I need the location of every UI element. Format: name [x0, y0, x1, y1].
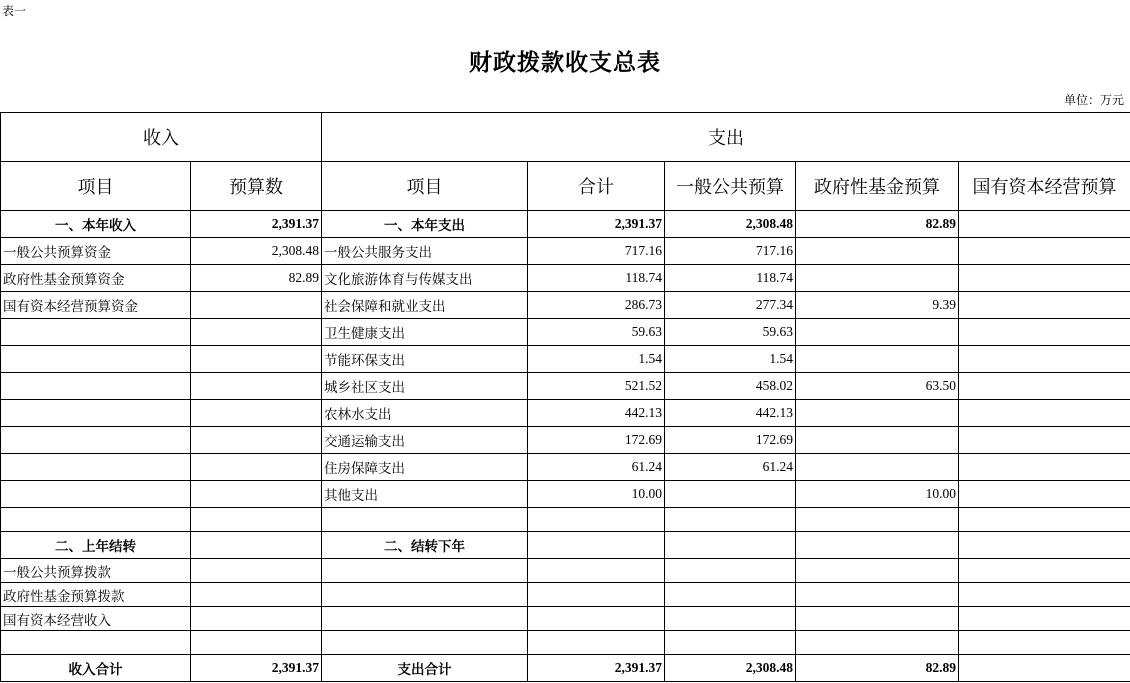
general-cell: 277.34 — [665, 292, 796, 319]
carry-item-cell: 政府性基金预算拨款 — [1, 583, 191, 607]
empty-cell — [665, 532, 796, 559]
table-row — [1, 454, 1130, 481]
empty-cell — [322, 559, 528, 583]
general-cell: 2,308.48 — [665, 211, 796, 238]
empty-cell — [191, 559, 322, 583]
table-row — [1, 346, 1130, 373]
income-header: 收入 — [1, 113, 322, 162]
totals-row — [1, 655, 1130, 682]
table-row — [1, 238, 1130, 265]
empty-cell — [528, 631, 665, 655]
carry-item-cell: 国有资本经营收入 — [1, 607, 191, 631]
expense-item-cell: 一、本年支出 — [322, 211, 528, 238]
income-value-cell — [191, 454, 322, 481]
col-expense-item: 项目 — [322, 162, 528, 211]
income-item-cell: 一、本年收入 — [1, 211, 191, 238]
carry-out-title: 二、结转下年 — [322, 532, 528, 559]
expense-item-cell: 社会保障和就业支出 — [322, 292, 528, 319]
income-item-cell — [1, 400, 191, 427]
total-cell: 442.13 — [528, 400, 665, 427]
col-total: 合计 — [528, 162, 665, 211]
col-general: 一般公共预算 — [665, 162, 796, 211]
income-value-cell — [191, 427, 322, 454]
state-total-cell — [959, 655, 1130, 682]
fund-cell — [796, 238, 959, 265]
page-title: 财政拨款收支总表 — [469, 49, 661, 76]
header-row-top — [1, 113, 1130, 162]
fund-cell: 63.50 — [796, 373, 959, 400]
general-cell: 1.54 — [665, 346, 796, 373]
empty-cell — [959, 583, 1130, 607]
total-cell: 59.63 — [528, 319, 665, 346]
empty-cell — [665, 607, 796, 631]
income-item-cell — [1, 319, 191, 346]
expense-item-cell: 文化旅游体育与传媒支出 — [322, 265, 528, 292]
empty-cell — [322, 607, 528, 631]
income-value-cell: 2,308.48 — [191, 238, 322, 265]
state-cell — [959, 373, 1130, 400]
empty-cell — [665, 631, 796, 655]
general-cell: 172.69 — [665, 427, 796, 454]
income-item-cell: 政府性基金预算资金 — [1, 265, 191, 292]
expense-item-cell: 节能环保支出 — [322, 346, 528, 373]
expense-item-cell: 卫生健康支出 — [322, 319, 528, 346]
empty-cell — [191, 508, 322, 532]
col-income-budget: 预算数 — [191, 162, 322, 211]
table-row — [1, 427, 1130, 454]
fund-cell: 82.89 — [796, 211, 959, 238]
expense-header: 支出 — [322, 113, 1130, 162]
empty-cell — [191, 532, 322, 559]
total-cell: 717.16 — [528, 238, 665, 265]
general-cell: 59.63 — [665, 319, 796, 346]
total-cell: 61.24 — [528, 454, 665, 481]
empty-cell — [528, 508, 665, 532]
spacer-row — [1, 631, 1130, 655]
general-cell — [665, 481, 796, 508]
empty-cell — [665, 583, 796, 607]
income-item-cell — [1, 373, 191, 400]
total-cell: 118.74 — [528, 265, 665, 292]
fund-cell — [796, 400, 959, 427]
state-cell — [959, 481, 1130, 508]
fund-cell — [796, 346, 959, 373]
total-cell: 2,391.37 — [528, 211, 665, 238]
empty-cell — [191, 631, 322, 655]
state-cell — [959, 319, 1130, 346]
state-cell — [959, 265, 1130, 292]
expense-item-cell: 一般公共服务支出 — [322, 238, 528, 265]
general-cell: 458.02 — [665, 373, 796, 400]
carry-item-row — [1, 583, 1130, 607]
col-income-item: 项目 — [1, 162, 191, 211]
expense-total-label: 支出合计 — [322, 655, 528, 682]
empty-cell — [528, 583, 665, 607]
income-value-cell — [191, 292, 322, 319]
expense-item-cell: 交通运输支出 — [322, 427, 528, 454]
empty-cell — [322, 631, 528, 655]
income-value-cell: 2,391.37 — [191, 211, 322, 238]
total-cell: 172.69 — [528, 427, 665, 454]
general-cell: 442.13 — [665, 400, 796, 427]
state-cell — [959, 454, 1130, 481]
total-cell: 286.73 — [528, 292, 665, 319]
income-item-cell: 国有资本经营预算资金 — [1, 292, 191, 319]
empty-cell — [796, 508, 959, 532]
empty-cell — [191, 607, 322, 631]
table-row — [1, 292, 1130, 319]
fiscal-summary-table — [0, 112, 1130, 682]
empty-cell — [796, 583, 959, 607]
state-cell — [959, 238, 1130, 265]
expense-item-cell: 住房保障支出 — [322, 454, 528, 481]
expense-item-cell: 其他支出 — [322, 481, 528, 508]
table-row — [1, 400, 1130, 427]
empty-cell — [796, 559, 959, 583]
state-cell — [959, 400, 1130, 427]
empty-cell — [322, 583, 528, 607]
empty-cell — [665, 508, 796, 532]
income-item-cell — [1, 427, 191, 454]
spacer-row — [1, 508, 1130, 532]
total-cell: 1.54 — [528, 346, 665, 373]
income-total-value: 2,391.37 — [191, 655, 322, 682]
empty-cell — [528, 532, 665, 559]
total-cell: 10.00 — [528, 481, 665, 508]
general-cell: 61.24 — [665, 454, 796, 481]
empty-cell — [959, 532, 1130, 559]
income-item-cell — [1, 346, 191, 373]
table-row — [1, 265, 1130, 292]
income-total-label: 收入合计 — [1, 655, 191, 682]
carry-item-cell: 一般公共预算拨款 — [1, 559, 191, 583]
income-value-cell — [191, 319, 322, 346]
table-row — [1, 319, 1130, 346]
income-value-cell: 82.89 — [191, 265, 322, 292]
col-state: 国有资本经营预算 — [959, 162, 1130, 211]
state-cell — [959, 346, 1130, 373]
fund-cell: 10.00 — [796, 481, 959, 508]
empty-cell — [959, 607, 1130, 631]
carry-item-row — [1, 559, 1130, 583]
state-cell — [959, 211, 1130, 238]
empty-cell — [796, 532, 959, 559]
empty-cell — [528, 607, 665, 631]
empty-cell — [665, 559, 796, 583]
empty-cell — [528, 559, 665, 583]
empty-cell — [959, 559, 1130, 583]
table-label: 表一 — [2, 4, 27, 18]
empty-cell — [1, 631, 191, 655]
income-value-cell — [191, 373, 322, 400]
unit-label: 单位：万元 — [1063, 93, 1124, 107]
empty-cell — [796, 631, 959, 655]
table-row — [1, 481, 1130, 508]
fund-cell — [796, 427, 959, 454]
expense-item-cell: 农林水支出 — [322, 400, 528, 427]
expense-item-cell: 城乡社区支出 — [322, 373, 528, 400]
empty-cell — [796, 607, 959, 631]
fund-cell — [796, 319, 959, 346]
header-row-columns — [1, 162, 1130, 211]
general-cell: 717.16 — [665, 238, 796, 265]
carry-in-title: 二、上年结转 — [1, 532, 191, 559]
income-value-cell — [191, 400, 322, 427]
carry-item-row — [1, 607, 1130, 631]
empty-cell — [959, 631, 1130, 655]
empty-cell — [959, 508, 1130, 532]
income-value-cell — [191, 346, 322, 373]
col-fund: 政府性基金预算 — [796, 162, 959, 211]
total-cell: 521.52 — [528, 373, 665, 400]
state-cell — [959, 427, 1130, 454]
income-item-cell — [1, 454, 191, 481]
fund-cell — [796, 265, 959, 292]
empty-cell — [1, 508, 191, 532]
table-row — [1, 211, 1130, 238]
general-cell: 118.74 — [665, 265, 796, 292]
fund-cell — [796, 454, 959, 481]
empty-cell — [191, 583, 322, 607]
income-item-cell: 一般公共预算资金 — [1, 238, 191, 265]
table-row — [1, 373, 1130, 400]
income-value-cell — [191, 481, 322, 508]
state-cell — [959, 292, 1130, 319]
empty-cell — [322, 508, 528, 532]
grand-total-cell: 2,391.37 — [528, 655, 665, 682]
fund-cell: 9.39 — [796, 292, 959, 319]
fund-total-cell: 82.89 — [796, 655, 959, 682]
income-item-cell — [1, 481, 191, 508]
general-total-cell: 2,308.48 — [665, 655, 796, 682]
carry-over-row — [1, 532, 1130, 559]
